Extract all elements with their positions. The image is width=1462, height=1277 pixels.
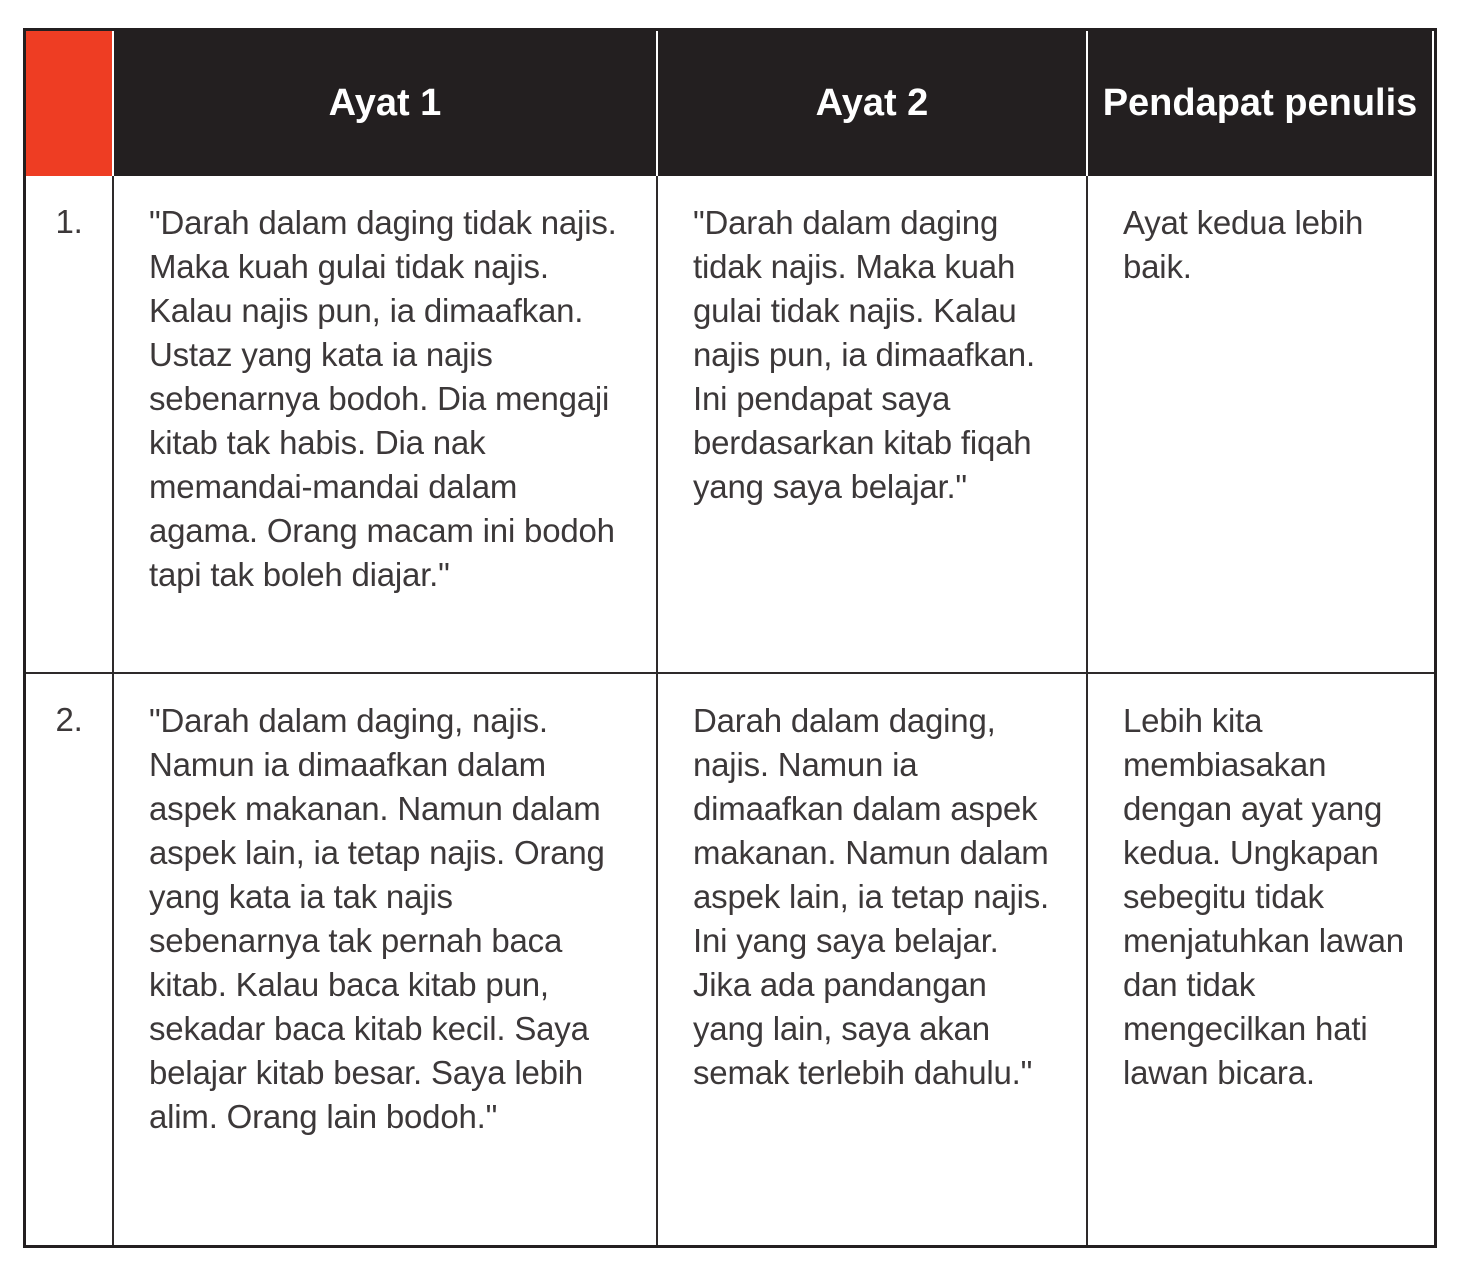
header-label-pendapat-penulis: Pendapat penulis	[1102, 82, 1418, 125]
ayat1-cell: "Darah dalam daging tidak najis. Maka kuah gulai tidak najis. Kalau najis pun, ia dimaafkan. Ustaz yang kata ia najis sebenarnya bodoh. Dia mengaji kitab tak habis. Dia nak memandai-mandai dalam agama. Orang macam ini bodoh tapi tak boleh diajar."	[112, 176, 656, 672]
row-number-cell: 1.	[55, 203, 83, 240]
header-cell-pendapat-penulis	[1086, 31, 1434, 176]
header-cell-ayat1	[112, 31, 656, 176]
ayat2-cell: Darah dalam daging, najis. Namun ia dimaafkan dalam aspek makanan. Namun dalam aspek lain, ia tetap najis. Ini yang saya belajar. Jika ada pandangan yang lain, saya akan semak terlebih dahulu."	[656, 674, 1086, 1245]
header-cell-ayat2	[656, 31, 1086, 176]
table-row	[26, 672, 1434, 1245]
header-label-ayat1: Ayat 1	[328, 82, 442, 125]
header-label-ayat2: Ayat 2	[815, 82, 929, 125]
ayat2-cell: "Darah dalam daging tidak najis. Maka kuah gulai tidak najis. Kalau najis pun, ia dimaafkan. Ini pendapat saya berdasarkan kitab fiqah yang saya belajar."	[656, 176, 1086, 672]
ayat1-cell: "Darah dalam daging, najis. Namun ia dimaafkan dalam aspek makanan. Namun dalam aspek lain, ia tetap najis. Orang yang kata ia tak najis sebenarnya tak pernah baca kitab. Kalau baca kitab pun, sekadar baca kitab kecil. Saya belajar kitab besar. Saya lebih alim. Orang lain bodoh."	[112, 674, 656, 1245]
table-header-row	[26, 31, 1434, 176]
comparison-table	[23, 28, 1437, 1248]
pendapat-cell: Ayat kedua lebih baik.	[1086, 176, 1434, 672]
pendapat-cell: Lebih kita membiasakan dengan ayat yang kedua. Ungkapan sebegitu tidak menjatuhkan lawan dan tidak mengecilkan hati lawan bicara.	[1086, 674, 1434, 1245]
row-number-cell: 2.	[55, 701, 83, 738]
table-row	[26, 176, 1434, 672]
corner-cell	[26, 31, 112, 176]
